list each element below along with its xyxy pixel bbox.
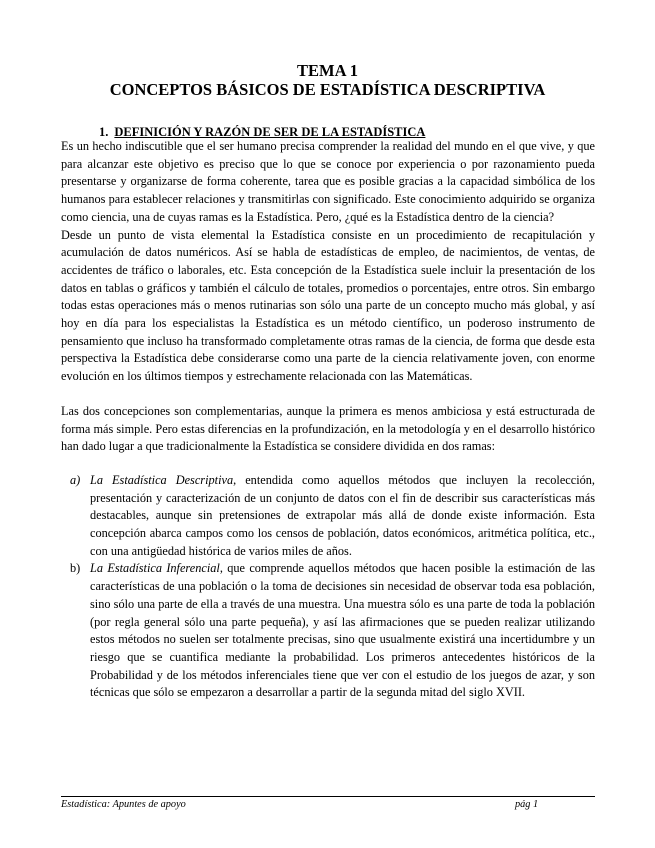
document-body xyxy=(61,138,595,702)
branches-list xyxy=(61,472,595,702)
page-title: TEMA 1 xyxy=(297,61,358,80)
paragraph: Desde un punto de vista elemental la Estadística consiste en un procedimiento de recapitulación y acumulación de datos numéricos. Así se habla de estadísticas de empleo, de nacimientos, de ventas, de accidentes de tráfico o laborales, etc. Esta concepción de la Estadística suele incluir la presentación de los datos en tablas o gráficos y también el cálculo de totales, promedios o porcentajes, entre otros. Sin embargo todas estas operaciones más o menos rutinarias son sólo una parte de un concepto mucho más global, y así hoy en día para los especialistas la Estadística es un método científico, un poderoso instrumento de pensamiento que incluso ha transformado completamente otras ramas de la ciencia, de forma que desde esta perspectiva la Estadística debe considerarse como una parte de la ciencia relativamente joven, con enorme evolución en los últimos tiempos y estrechamente relacionada con las Matemáticas. xyxy=(61,227,595,384)
page-subtitle: CONCEPTOS BÁSICOS DE ESTADÍSTICA DESCRIPTIVA xyxy=(109,80,546,99)
paragraph: Las dos concepciones son complementarias, aunque la primera es menos ambiciosa y está estructurada de forma más simple. Pero estas diferencias en la profundización, en la metodología y en el desarrollo histórico han dado lugar a que tradicionalmente la Estadística se considere dividida en dos ramas: xyxy=(61,403,595,454)
paragraph: Es un hecho indiscutible que el ser humano precisa comprender la realidad del mundo en el que vive, y que para alcanzar este objetivo es preciso que lo que se conoce por experiencia o por razonamiento pueda presentarse y organizarse de forma coherente, tarea que es posible gracias a la capacidad simbólica de los humanos para establecer relaciones y transmitirlas con significado. Este conocimiento adquirido se organiza como ciencia, una de cuyas ramas es la Estadística. Pero, ¿qué es la Estadística dentro de la ciencia? xyxy=(61,139,595,224)
list-item-term: La Estadística Inferencial xyxy=(90,561,220,576)
list-item-content xyxy=(90,560,595,702)
section-heading xyxy=(99,125,425,139)
list-marker: a) xyxy=(70,472,81,487)
footer-document-name: Estadística: Apuntes de apoyo xyxy=(61,799,186,810)
list-item-content xyxy=(90,472,595,561)
section-title: DEFINICIÓN Y RAZÓN DE SER DE LA ESTADÍSTICA xyxy=(114,125,426,139)
list-item-term: La Estadística Descriptiva xyxy=(90,472,234,487)
list-item-text: , entendida como aquellos métodos que incluyen la recolección, presentación y caracterización de un conjunto de datos con el fin de describir sus características más destacables, aunque sin pretensiones de extrapolar más allá de donde existe información. Esta concepción abarca campos como los censos de población, datos económicos, aritmética política, etc., con una antigüedad histórica de varios miles de años. xyxy=(90,472,595,558)
footer-page-number: pág 1 xyxy=(515,799,539,810)
section-number: 1. xyxy=(99,125,109,139)
list-item xyxy=(61,472,595,561)
list-marker: b) xyxy=(70,561,81,576)
list-item-text: , que comprende aquellos métodos que hacen posible la estimación de las características de una población o la toma de decisiones sin necesidad de observar toda esa población, sino sólo una parte de ella a través de una muestra. Una muestra sólo es una parte de toda la población (por regla general sólo una parte pequeña), y así las afirmaciones que se pueden realizar utilizando estos métodos no suelen ser totalmente precisas, sino que usualmente existirá una incertidumbre y un riesgo que se cuantifica mediante la probabilidad. Los primeros antecedentes históricos de la Probabilidad y de los métodos inferenciales tiene que ver con el estudio de los juegos de azar, y son técnicas que sólo se empezaron a desarrollar a partir de la segunda mitad del siglo XVII. xyxy=(90,561,596,700)
footer-divider xyxy=(61,796,595,797)
list-item xyxy=(61,560,595,702)
